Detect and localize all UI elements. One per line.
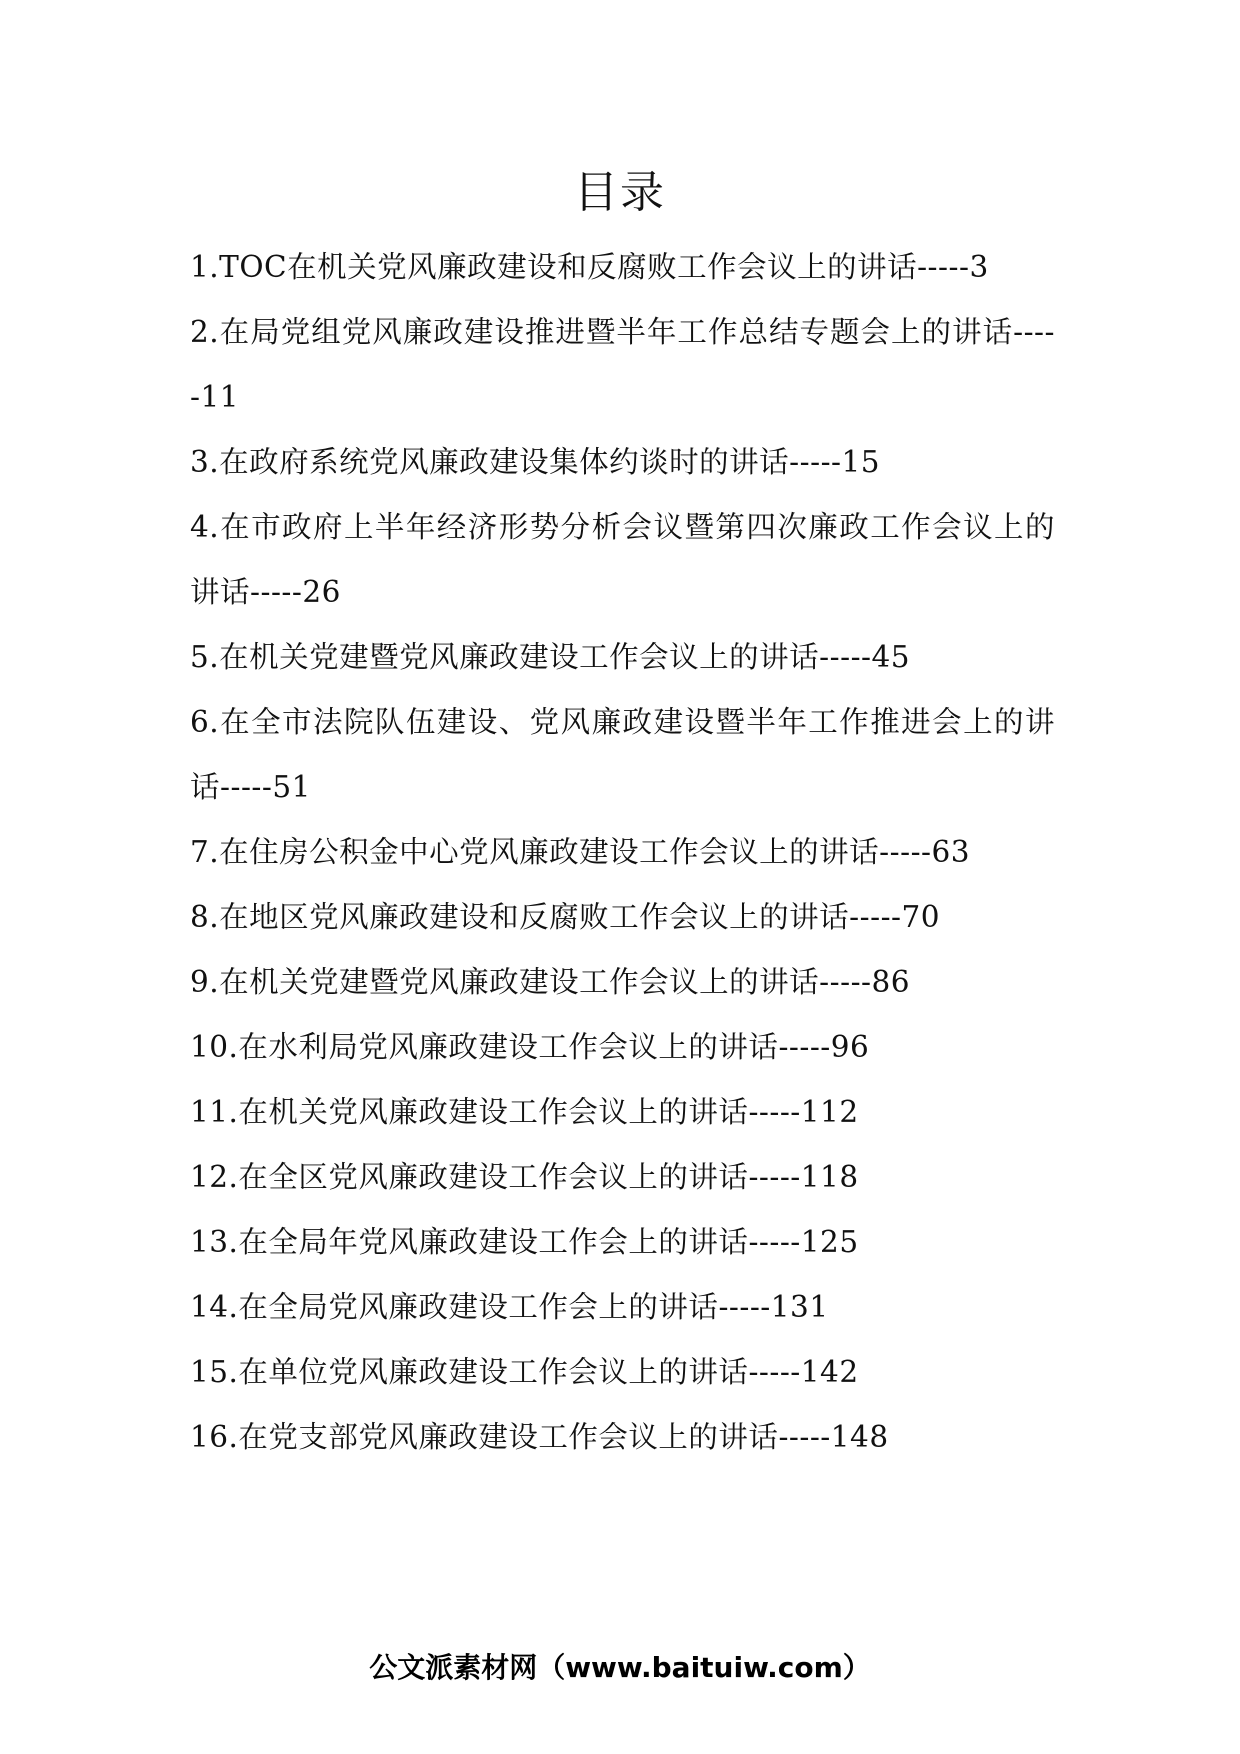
toc-entry-separator: ----- [917, 250, 970, 284]
toc-entry-number: 11. [190, 1095, 239, 1129]
toc-entry-page: 70 [901, 900, 941, 934]
toc-entry-number: 6. [190, 705, 220, 739]
toc-title: 目录 [574, 167, 666, 218]
toc-entry[interactable] [190, 1405, 1055, 1470]
toc-entry-page: 131 [770, 1290, 829, 1324]
toc-entry-page: 86 [871, 965, 911, 999]
toc-entry-separator: ----- [748, 1225, 801, 1259]
toc-entry[interactable] [190, 1340, 1055, 1405]
toc-entry-page: 51 [272, 770, 311, 804]
toc-entry-text: 在党支部党风廉政建设工作会议上的讲话 [238, 1420, 779, 1454]
toc-entry-text: 在全区党风廉政建设工作会议上的讲话 [238, 1160, 749, 1194]
toc-entry[interactable] [190, 235, 1055, 300]
toc-entry-number: 7. [190, 835, 220, 869]
toc-entry-number: 4. [190, 510, 220, 544]
toc-entry-text: 在住房公积金中心党风廉政建设工作会议上的讲话 [219, 835, 880, 869]
toc-entry-separator: ----- [849, 900, 902, 934]
toc-entry-page: 96 [830, 1030, 870, 1064]
toc-entry-number: 16. [190, 1420, 239, 1454]
toc-entry[interactable] [190, 1145, 1055, 1210]
toc-entry-number: 2. [190, 315, 220, 349]
toc-entry-separator: ----- [819, 965, 872, 999]
toc-entry-separator: ----- [748, 1355, 801, 1389]
toc-entry[interactable] [190, 1015, 1055, 1080]
toc-entry-separator: ----- [789, 445, 842, 479]
toc-entry-page: 148 [830, 1420, 889, 1454]
toc-entry[interactable] [190, 950, 1055, 1015]
toc-entry-number: 14. [190, 1290, 239, 1324]
toc-entry-separator: ----- [718, 1290, 771, 1324]
toc-entry-page: 15 [841, 445, 881, 479]
toc-entry[interactable] [190, 690, 1055, 820]
toc-entry[interactable] [190, 820, 1055, 885]
toc-entry-text: 在全市法院队伍建设、党风廉政建设暨半年工作推进会上的讲话 [190, 705, 1055, 804]
toc-entry-number: 13. [190, 1225, 239, 1259]
toc-entry-number: 5. [190, 640, 220, 674]
toc-entry[interactable] [190, 430, 1055, 495]
toc-entry[interactable] [190, 495, 1055, 625]
toc-entry-text: 在机关党建暨党风廉政建设工作会议上的讲话 [219, 965, 820, 999]
toc-entry-page: 125 [800, 1225, 859, 1259]
toc-entry[interactable] [190, 625, 1055, 690]
toc-entry-text: TOC在机关党风廉政建设和反腐败工作会议上的讲话 [219, 250, 918, 284]
toc-entry-page: 45 [871, 640, 911, 674]
toc-entry[interactable] [190, 885, 1055, 950]
toc-entry-text: 在地区党风廉政建设和反腐败工作会议上的讲话 [219, 900, 850, 934]
toc-entry-number: 12. [190, 1160, 239, 1194]
toc-entry-page: 63 [931, 835, 971, 869]
toc-entry-separator: ----- [748, 1095, 801, 1129]
toc-entry-separator: ----- [220, 770, 273, 804]
toc-entry-text: 在机关党风廉政建设工作会议上的讲话 [238, 1095, 749, 1129]
toc-entry-separator: ----- [819, 640, 872, 674]
toc-entry-separator: ----- [778, 1030, 831, 1064]
toc-entry-page: 112 [800, 1095, 859, 1129]
toc-entry-number: 10. [190, 1030, 239, 1064]
toc-entry[interactable] [190, 300, 1055, 430]
toc-entry-number: 1. [190, 250, 220, 284]
footer-source: 公文派素材网（www.baituiw.com） [369, 1651, 871, 1684]
toc-entry-separator: ----- [778, 1420, 831, 1454]
toc-entry-page: 3 [969, 250, 989, 284]
toc-entry-page: 11 [200, 380, 240, 414]
toc-entry-page: 142 [800, 1355, 859, 1389]
toc-entry-separator: ----- [748, 1160, 801, 1194]
toc-entry-text: 在单位党风廉政建设工作会议上的讲话 [238, 1355, 749, 1389]
toc-entry-number: 8. [190, 900, 220, 934]
toc-list [190, 235, 1055, 1470]
toc-entry[interactable] [190, 1275, 1055, 1340]
toc-entry-page: 118 [800, 1160, 859, 1194]
toc-entry-text: 在市政府上半年经济形势分析会议暨第四次廉政工作会议上的讲话 [190, 510, 1055, 609]
toc-entry-number: 3. [190, 445, 220, 479]
toc-entry[interactable] [190, 1210, 1055, 1275]
toc-entry-page: 26 [302, 575, 341, 609]
toc-entry-text: 在政府系统党风廉政建设集体约谈时的讲话 [219, 445, 790, 479]
toc-entry-number: 9. [190, 965, 220, 999]
toc-entry-text: 在机关党建暨党风廉政建设工作会议上的讲话 [219, 640, 820, 674]
toc-entry-text: 在全局年党风廉政建设工作会上的讲话 [238, 1225, 749, 1259]
toc-entry-separator: ----- [250, 575, 303, 609]
toc-entry-text: 在全局党风廉政建设工作会上的讲话 [238, 1290, 719, 1324]
toc-entry-text: 在水利局党风廉政建设工作会议上的讲话 [238, 1030, 779, 1064]
toc-entry-separator: ----- [190, 315, 1055, 414]
toc-entry-text: 在局党组党风廉政建设推进暨半年工作总结专题会上的讲话 [219, 315, 1014, 349]
toc-entry-separator: ----- [879, 835, 932, 869]
toc-entry-number: 15. [190, 1355, 239, 1389]
toc-entry[interactable] [190, 1080, 1055, 1145]
